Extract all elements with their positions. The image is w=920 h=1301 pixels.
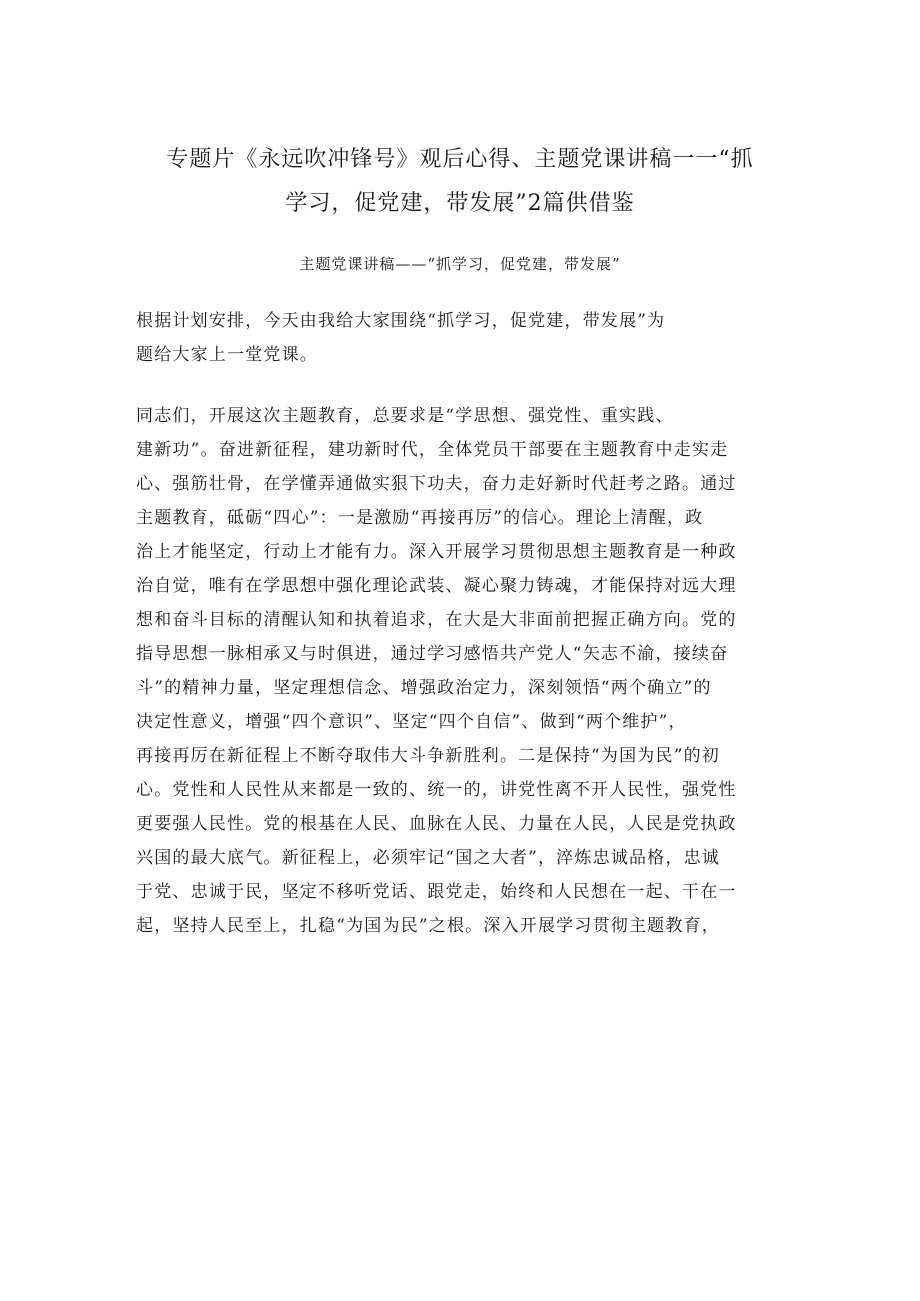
paragraph-line: 兴国的最大底气。新征程上，必须牢记“国之大者”，淬炼忠诚品格，忠诚 <box>136 848 720 868</box>
paragraph-line: 想和奋斗目标的清醒认知和执着追求，在大是大非面前把握正确方向。党的 <box>136 610 737 630</box>
paragraph-line: 治上才能坚定，行动上才能有力。深入开展学习贯彻思想主题教育是一种政 <box>136 542 737 562</box>
paragraph-2 <box>136 399 796 943</box>
paragraph-line: 斗”的精神力量，坚定理想信念、增强政治定力，深刻领悟“两个确立”的 <box>136 678 712 698</box>
paragraph-line: 于党、忠诚于民，坚定不移听党话、跟党走，始终和人民想在一起、干在一 <box>136 882 737 902</box>
section-subtitle: 主题党课讲稿——“抓学习，促党建，带发展” <box>299 255 621 273</box>
paragraph-1 <box>136 304 796 372</box>
paragraph-line: 起，坚持人民至上，扎稳“为国为民”之根。深入开展学习贯彻主题教育， <box>136 916 720 936</box>
body-text <box>136 304 796 943</box>
paragraph-line: 题给大家上一堂党课。 <box>136 345 318 365</box>
paragraph-line: 再接再厉在新征程上不断夺取伟大斗争新胜利。二是保持“为国为民”的初 <box>136 746 720 766</box>
paragraph-line: 更要强人民性。党的根基在人民、血脉在人民、力量在人民，人民是党执政 <box>136 814 737 834</box>
paragraph-line: 根据计划安排，今天由我给大家围绕“抓学习，促党建，带发展”为 <box>136 311 666 331</box>
document-title <box>130 138 790 226</box>
paragraph-line: 指导思想一脉相承又与时俱进，通过学习感悟共产党人“矢志不渝，接续奋 <box>136 644 729 664</box>
paragraph-line: 同志们，开展这次主题教育，总要求是“学思想、强党性、重实践、 <box>136 406 674 426</box>
paragraph-line: 治自觉，唯有在学思想中强化理论武装、凝心聚力铸魂，才能保持对远大理 <box>136 576 737 596</box>
paragraph-line: 心。党性和人民性从来都是一致的、统一的，讲党性离不开人民性，强党性 <box>136 780 737 800</box>
paragraph-line: 主题教育，砥砺“四心”：一是激励“再接再厉”的信心。理论上清醒，政 <box>136 508 704 528</box>
paragraph-line: 决定性意义，增强“四个意识”、坚定“四个自信”、做到“两个维护”， <box>136 712 687 732</box>
title-line-1: 专题片《永远吹冲锋号》观后心得、主题党课讲稿一一“抓 <box>166 147 754 172</box>
paragraph-line: 建新功”。奋进新征程，建功新时代，全体党员干部要在主题教育中走实走 <box>136 440 729 460</box>
paragraph-line: 心、强筋壮骨，在学懂弄通做实狠下功夫，奋力走好新时代赶考之路。通过 <box>136 474 737 494</box>
title-line-2: 学习，促党建，带发展”2篇供借鉴 <box>285 191 635 216</box>
